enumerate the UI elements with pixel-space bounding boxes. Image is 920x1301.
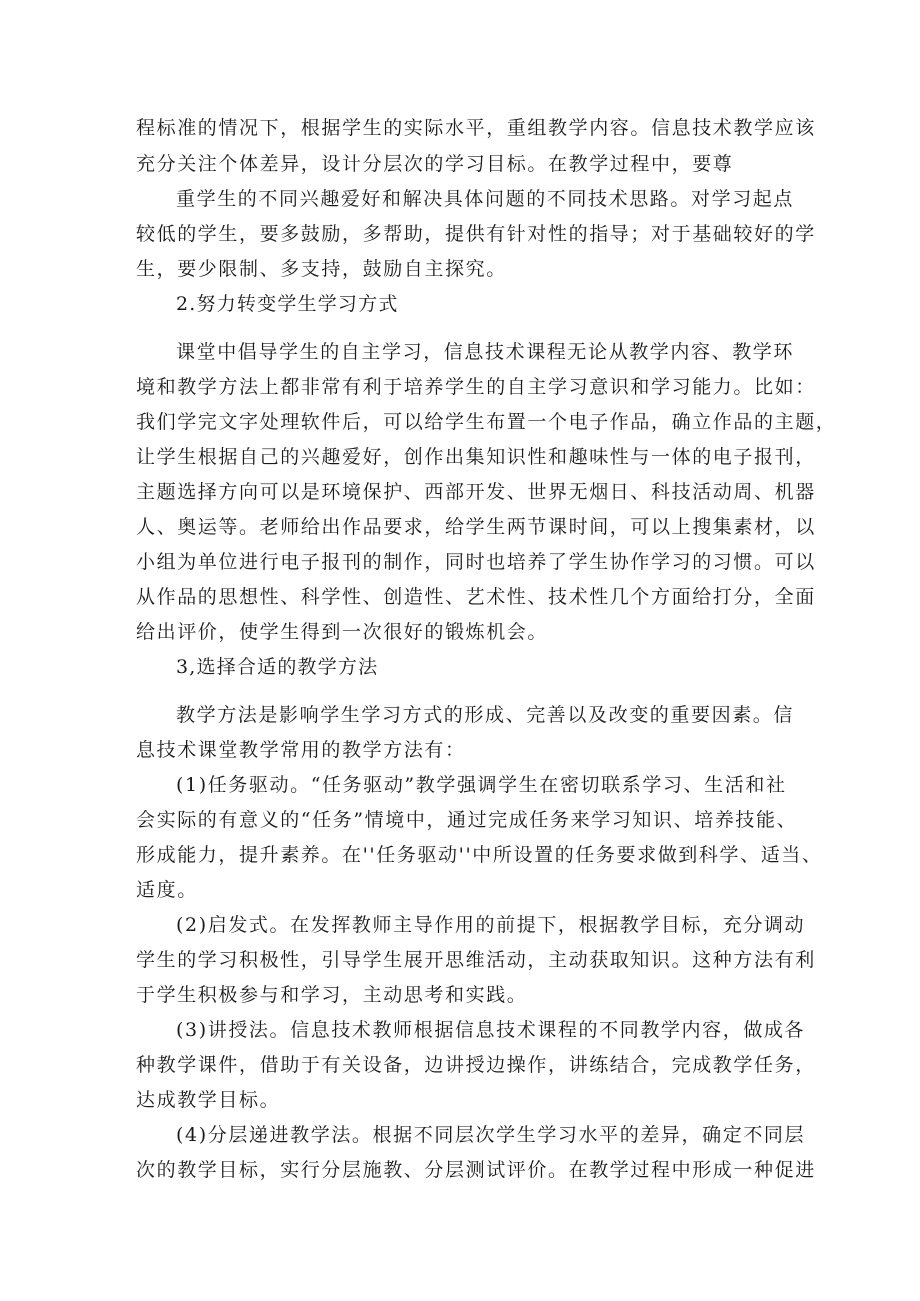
text-line: 息技术课堂教学常用的教学方法有： (136, 739, 466, 761)
text-line: 达成教学目标。 (136, 1089, 281, 1111)
text-line: 充分关注个体差异，设计分层次的学习目标。在教学过程中，要尊 (136, 153, 734, 175)
section-heading: 2.努力转变学生学习方式 (176, 293, 399, 315)
text-line: 程标准的情况下，根据学生的实际水平，重组教学内容。信息技术教学应该 (136, 117, 816, 139)
text-line: (2)启发式。在发挥教师主导作用的前提下，根据教学目标，充分调动 (176, 914, 806, 936)
text-line: (3)讲授法。信息技术教师根据信息技术课程的不同教学内容，做成各 (176, 1019, 806, 1041)
text-line: 我们学完文字处理软件后，可以给学生布置一个电子作品，确立作品的主题， (136, 411, 837, 433)
text-line: 境和教学方法上都非常有利于培养学生的自主学习意识和学习能力。比如： (136, 376, 816, 398)
text-line: 人、奥运等。老师给出作品要求，给学生两节课时间，可以上搜集素材，以 (136, 516, 816, 538)
text-line: 教学方法是影响学生学习方式的形成、完善以及改变的重要因素。信 (176, 704, 795, 726)
section-heading: 3,选择合适的教学方法 (176, 656, 379, 678)
text-line: 主题选择方向可以是环境保护、西部开发、世界无烟日、科技活动周、机器 (136, 481, 816, 503)
text-line: 学生的学习积极性，引导学生展开思维活动，主动获取知识。这种方法有利 (136, 949, 816, 971)
text-line: 从作品的思想性、科学性、创造性、艺术性、技术性几个方面给打分，全面 (136, 586, 816, 608)
text-line: 较低的学生，要多鼓励，多帮助，提供有针对性的指导；对于基础较好的学 (136, 223, 816, 245)
text-line: 给出评价，使学生得到一次很好的锻炼机会。 (136, 621, 549, 643)
text-line: 于学生积极参与和学习，主动思考和实践。 (136, 984, 528, 1006)
text-line: 种教学课件，借助于有关设备，边讲授边操作，讲练结合，完成教学任务， (136, 1054, 816, 1076)
text-line: 次的教学目标，实行分层施教、分层测试评价。在教学过程中形成一种促进 (136, 1159, 816, 1181)
text-line: 课堂中倡导学生的自主学习，信息技术课程无论从教学内容、教学环 (176, 341, 795, 363)
text-line: 形成能力，提升素养。在''任务驱动''中所设置的任务要求做到科学、适当、 (136, 844, 823, 866)
text-line: 让学生根据自己的兴趣爱好，创作出集知识性和趣味性与一体的电子报刊， (136, 446, 816, 468)
text-line: 适度。 (136, 879, 198, 901)
text-line: 会实际的有意义的“任务”情境中，通过完成任务来学习知识、培养技能、 (136, 809, 798, 831)
text-line: 生，要少限制、多支持，鼓励自主探究。 (136, 258, 507, 280)
text-line: 小组为单位进行电子报刊的制作，同时也培养了学生协作学习的习惯。可以 (136, 551, 816, 573)
text-line: (1)任务驱动。“任务驱动”教学强调学生在密切联系学习、生活和社 (176, 774, 787, 796)
text-line: (4)分层递进教学法。根据不同层次学生学习水平的差异，确定不同层 (176, 1124, 806, 1146)
text-line: 重学生的不同兴趣爱好和解决具体问题的不同技术思路。对学习起点 (176, 188, 795, 210)
